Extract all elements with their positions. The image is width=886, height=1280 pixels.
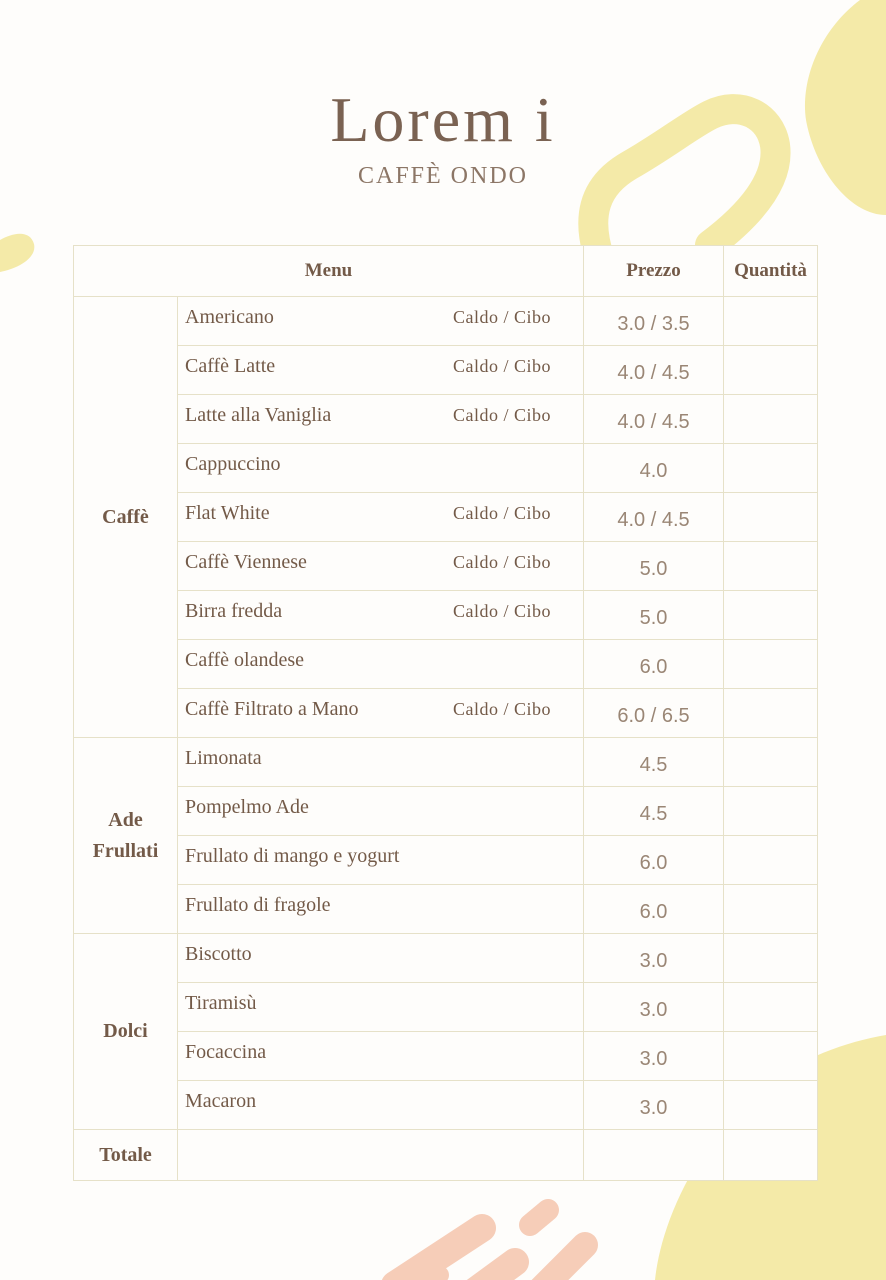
menu-item-cell	[178, 542, 584, 591]
menu-item-price: 3.0	[584, 934, 724, 983]
menu-item-quantity[interactable]	[724, 787, 818, 836]
menu-item-cell	[178, 297, 584, 346]
total-quantity-cell[interactable]	[724, 1130, 818, 1181]
menu-item-name: Latte alla Vaniglia	[185, 404, 332, 426]
total-row	[74, 1130, 818, 1181]
menu-item-cell	[178, 836, 584, 885]
menu-item-price: 4.0 / 4.5	[584, 493, 724, 542]
table-row	[74, 346, 818, 395]
table-header-row	[74, 246, 818, 297]
menu-item-cell	[178, 395, 584, 444]
menu-item-quantity[interactable]	[724, 1081, 818, 1130]
menu-item-name: Flat White	[185, 502, 270, 524]
table-row	[74, 787, 818, 836]
menu-item-cell	[178, 934, 584, 983]
menu-item-name: Frullato di fragole	[185, 894, 331, 916]
menu-item-cell	[178, 983, 584, 1032]
menu-item-cell	[178, 493, 584, 542]
menu-item-cell	[178, 787, 584, 836]
menu-item-price: 4.5	[584, 738, 724, 787]
menu-item-quantity[interactable]	[724, 689, 818, 738]
table-row	[74, 297, 818, 346]
category-label: Caffè	[74, 297, 178, 738]
menu-item-name: Biscotto	[185, 943, 252, 965]
menu-column-header: Menu	[74, 246, 584, 297]
menu-item-quantity[interactable]	[724, 1032, 818, 1081]
table-row	[74, 836, 818, 885]
cafe-name: CAFFÈ ONDO	[357, 163, 529, 189]
menu-item-cell	[178, 738, 584, 787]
menu-item-option: Caldo / Cibo	[453, 503, 552, 523]
menu-item-price: 6.0	[584, 836, 724, 885]
menu-item-option: Caldo / Cibo	[453, 699, 552, 719]
table-row	[74, 983, 818, 1032]
table-row	[74, 444, 818, 493]
table-row	[74, 1081, 818, 1130]
menu-item-cell	[178, 591, 584, 640]
table-row	[74, 885, 818, 934]
table-row	[74, 395, 818, 444]
menu-item-option: Caldo / Cibo	[453, 405, 552, 425]
menu-item-price: 3.0	[584, 1032, 724, 1081]
menu-item-cell	[178, 1081, 584, 1130]
yellow-blob-left	[0, 234, 34, 272]
menu-item-name: Tiramisù	[185, 992, 257, 1014]
menu-item-name: Birra fredda	[185, 600, 283, 622]
menu-item-option: Caldo / Cibo	[453, 356, 552, 376]
menu-item-quantity[interactable]	[724, 493, 818, 542]
table-row	[74, 1032, 818, 1081]
table-row	[74, 934, 818, 983]
price-column-header: Prezzo	[584, 246, 724, 297]
table-row	[74, 640, 818, 689]
menu-item-cell	[178, 885, 584, 934]
menu-item-price: 5.0	[584, 591, 724, 640]
menu-item-name: Pompelmo Ade	[185, 796, 309, 818]
menu-item-quantity[interactable]	[724, 542, 818, 591]
menu-item-quantity[interactable]	[724, 444, 818, 493]
menu-item-name: Cappuccino	[185, 453, 281, 475]
menu-item-cell	[178, 346, 584, 395]
menu-item-price: 4.0 / 4.5	[584, 346, 724, 395]
menu-item-quantity[interactable]	[724, 836, 818, 885]
menu-item-price: 3.0	[584, 1081, 724, 1130]
menu-item-quantity[interactable]	[724, 983, 818, 1032]
menu-item-quantity[interactable]	[724, 885, 818, 934]
total-price-cell	[584, 1130, 724, 1181]
menu-item-name: Caffè olandese	[185, 649, 305, 671]
total-label: Totale	[74, 1130, 178, 1181]
menu-item-quantity[interactable]	[724, 934, 818, 983]
menu-item-option: Caldo / Cibo	[453, 601, 552, 621]
menu-item-quantity[interactable]	[724, 346, 818, 395]
menu-item-price: 3.0	[584, 983, 724, 1032]
peach-strokes	[395, 1210, 585, 1280]
menu-item-price: 4.0	[584, 444, 724, 493]
menu-item-price: 5.0	[584, 542, 724, 591]
menu-item-quantity[interactable]	[724, 738, 818, 787]
menu-item-price: 4.0 / 4.5	[584, 395, 724, 444]
menu-item-quantity[interactable]	[724, 640, 818, 689]
menu-item-name: Caffè Viennese	[185, 551, 307, 573]
table-row	[74, 689, 818, 738]
menu-item-cell	[178, 1032, 584, 1081]
menu-item-name: Frullato di mango e yogurt	[185, 845, 400, 867]
menu-item-price: 6.0	[584, 885, 724, 934]
menu-item-name: Limonata	[185, 747, 262, 769]
table-row	[74, 738, 818, 787]
menu-item-name: Americano	[185, 306, 274, 328]
menu-item-quantity[interactable]	[724, 395, 818, 444]
menu-item-cell	[178, 640, 584, 689]
menu-item-price: 6.0	[584, 640, 724, 689]
category-label: Dolci	[74, 934, 178, 1130]
quantity-column-header: Quantità	[724, 246, 818, 297]
menu-item-name: Caffè Filtrato a Mano	[185, 698, 359, 720]
menu-item-price: 4.5	[584, 787, 724, 836]
menu-item-cell	[178, 689, 584, 738]
table-row	[74, 591, 818, 640]
total-menu-cell	[178, 1130, 584, 1181]
menu-item-price: 6.0 / 6.5	[584, 689, 724, 738]
table-row	[74, 542, 818, 591]
menu-item-cell	[178, 444, 584, 493]
menu-title: Lorem i	[330, 84, 556, 155]
menu-item-name: Macaron	[185, 1090, 257, 1112]
menu-item-name: Focaccina	[185, 1041, 267, 1063]
menu-item-option: Caldo / Cibo	[453, 552, 552, 572]
menu-item-name: Caffè Latte	[185, 355, 276, 377]
table-row	[74, 493, 818, 542]
menu-item-option: Caldo / Cibo	[453, 307, 552, 327]
menu-item-quantity[interactable]	[724, 591, 818, 640]
menu-item-price: 3.0 / 3.5	[584, 297, 724, 346]
category-label: Ade Frullati	[74, 738, 178, 934]
menu-item-quantity[interactable]	[724, 297, 818, 346]
menu-table	[73, 245, 818, 1181]
